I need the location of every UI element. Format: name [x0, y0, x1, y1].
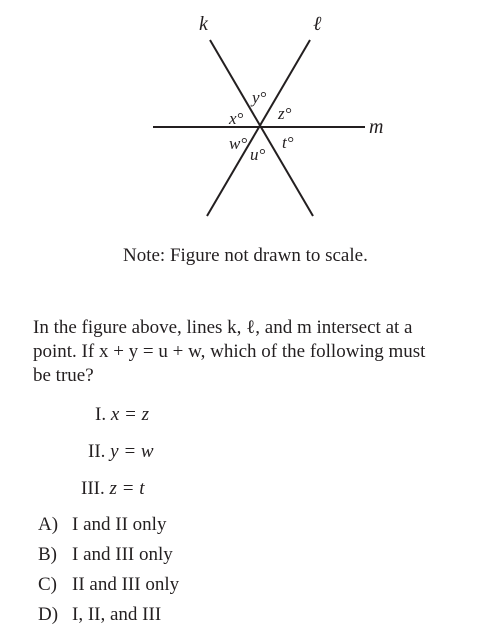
- question-line-2: point. If x + y = u + w, which of the following must: [33, 341, 426, 362]
- statement-text: x = z: [110, 404, 149, 425]
- statement-text: z = t: [109, 478, 145, 499]
- angle-label-y: y°: [252, 88, 267, 107]
- question-line-3: be true?: [33, 365, 94, 386]
- intersecting-lines-figure: [0, 0, 487, 240]
- label-line-l: ℓ: [313, 13, 322, 35]
- statement-numeral: I.: [95, 404, 107, 425]
- angle-label-w: w°: [229, 134, 248, 153]
- choice-letter: C): [38, 574, 57, 595]
- label-line-m: m: [369, 116, 384, 138]
- answer-choice-c[interactable]: [38, 574, 179, 596]
- statement-i: [95, 404, 149, 426]
- statement-ii: [88, 441, 154, 463]
- answer-choice-a[interactable]: [38, 514, 166, 536]
- figure-note: Note: Figure not drawn to scale.: [123, 245, 368, 266]
- answer-choice-d[interactable]: [38, 604, 161, 626]
- choice-letter: B): [38, 544, 57, 565]
- choice-text: I, II, and III: [72, 604, 162, 625]
- choice-text: I and II only: [72, 514, 167, 535]
- statement-text: y = w: [110, 441, 154, 462]
- question-line-1: In the figure above, lines k, ℓ, and m intersect at a: [33, 317, 413, 338]
- angle-label-z: z°: [278, 104, 292, 123]
- choice-text: I and III only: [72, 544, 173, 565]
- angle-label-u: u°: [250, 145, 266, 164]
- choice-text: II and III only: [72, 574, 180, 595]
- statement-iii: [81, 478, 144, 500]
- answer-choice-b[interactable]: [38, 544, 173, 566]
- choice-letter: D): [38, 604, 59, 625]
- angle-label-x: x°: [229, 109, 244, 128]
- statement-numeral: II.: [88, 441, 106, 462]
- label-line-k: k: [199, 13, 208, 35]
- statement-numeral: III.: [81, 478, 105, 499]
- angle-label-t: t°: [282, 133, 294, 152]
- question-stem: [33, 316, 481, 388]
- choice-letter: A): [38, 514, 59, 535]
